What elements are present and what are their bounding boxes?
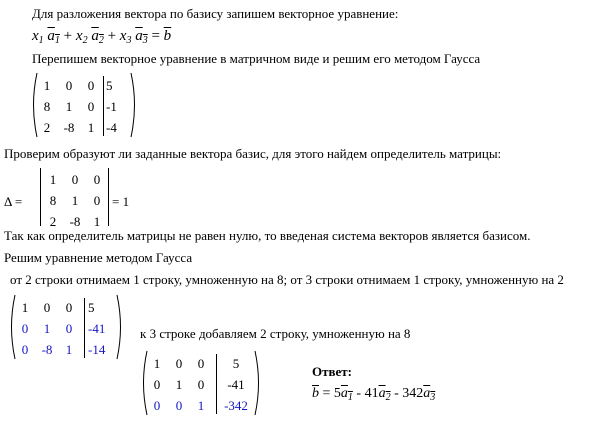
right-paren (130, 72, 138, 138)
det-cell: 0 (93, 193, 101, 208)
matrix-cell: 5 (106, 78, 113, 93)
matrix-cell: 0 (21, 321, 29, 336)
matrix-cell: -8 (63, 120, 75, 135)
augmented-matrix-final (140, 350, 264, 418)
rewrite-text: Перепишем векторное уравнение в матричном виде и решим его методом Гаусса (32, 51, 481, 66)
matrix-cell: 5 (88, 300, 95, 315)
det-cell: 2 (49, 214, 57, 229)
matrix-cell: 1 (43, 321, 51, 336)
vector-equation: $x_1$ $\overline{a}_1 + x_2$ $\overline{a}_2 + x_3$ $\overline{a}_3 = \overline{b}$ (32, 28, 172, 46)
matrix-cell: 0 (87, 78, 95, 93)
augment-divider (103, 76, 104, 136)
matrix-cell: 1 (197, 398, 205, 413)
matrix-cell: 1 (65, 99, 73, 114)
det-result: = 1 (112, 194, 130, 209)
det-cell: 8 (49, 193, 57, 208)
answer-label: Ответ: (312, 364, 353, 379)
matrix-cell: 0 (65, 78, 73, 93)
det-cell: -8 (69, 214, 81, 229)
check-text: Проверим образуют ли заданные вектора базис, для этого найдем определитель матрицы: (4, 146, 502, 161)
right-paren (116, 294, 124, 360)
augmented-matrix-initial (30, 72, 142, 140)
matrix-cell: -14 (88, 342, 106, 357)
augmented-matrix-step1 (8, 294, 126, 362)
matrix-cell: 0 (153, 398, 161, 413)
matrix-cell: 1 (153, 356, 161, 371)
matrix-cell: 0 (153, 377, 161, 392)
matrix-cell: -1 (106, 99, 117, 114)
intro-text: Для разложения вектора по базису запишем векторное уравнение: (32, 6, 399, 21)
matrix-cell: 1 (65, 342, 73, 357)
matrix-cell: 0 (65, 300, 73, 315)
det-cell: 0 (71, 172, 79, 187)
delta-symbol: Δ = (4, 194, 23, 209)
matrix-cell: 8 (43, 99, 51, 114)
matrix-cell: 0 (65, 321, 73, 336)
matrix-cell: 0 (21, 342, 29, 357)
matrix-cell: 5 (232, 356, 240, 371)
matrix-cell: -41 (88, 321, 106, 336)
matrix-cell: 0 (87, 99, 95, 114)
answer-expression: $\overline{b} = 5\overline{a}_1 - 41\overline{a}_2 - 342\overline{a}_3$ (312, 386, 436, 403)
det-cell: 1 (71, 193, 79, 208)
det-cell: 1 (93, 214, 101, 229)
step2-text: к 3 строке добавляем 2 строку, умноженную на 8 (140, 326, 411, 341)
matrix-cell: -8 (41, 342, 53, 357)
det-cell: 0 (93, 172, 101, 187)
conclusion-text: Так как определитель матрицы не равен нулю, то введеная система векторов является базисом. (4, 228, 531, 243)
augment-divider (216, 354, 217, 414)
matrix-cell: -41 (227, 377, 245, 392)
right-paren (254, 350, 262, 416)
step1-text: от 2 строки отнимаем 1 строку, умноженную на 8; от 3 строки отнимаем 1 строку, умноженную на 2 (10, 272, 564, 287)
augment-divider (84, 298, 85, 358)
matrix-cell: -342 (224, 398, 248, 413)
matrix-cell: 1 (43, 78, 51, 93)
matrix-cell: 1 (87, 120, 95, 135)
matrix-cell: 0 (197, 356, 205, 371)
matrix-cell: 0 (175, 356, 183, 371)
matrix-cell: 0 (197, 377, 205, 392)
det-right-bar (108, 168, 109, 226)
det-left-bar (40, 168, 41, 226)
matrix-cell: 1 (175, 377, 183, 392)
matrix-cell: -4 (106, 120, 117, 135)
matrix-cell: 0 (43, 300, 51, 315)
matrix-cell: 1 (21, 300, 29, 315)
matrix-cell: 0 (175, 398, 183, 413)
solve-title: Решим уравнение методом Гаусса (4, 250, 193, 265)
determinant-matrix (40, 168, 110, 228)
det-cell: 1 (49, 172, 57, 187)
matrix-cell: 2 (43, 120, 51, 135)
